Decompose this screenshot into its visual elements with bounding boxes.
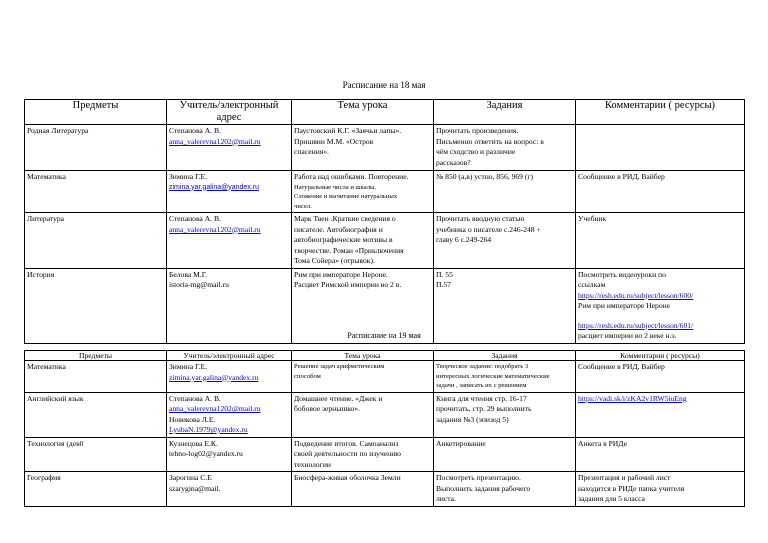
- resource-link[interactable]: https://vadi.sk/i/zKA2v1RW5iuEng: [578, 393, 687, 403]
- cell-subject: География: [25, 472, 167, 507]
- table-header-row: [25, 100, 745, 125]
- cell-subject: Технология (дев0: [25, 437, 167, 472]
- header-task: Задания: [434, 100, 576, 125]
- cell-task: Прочитать произведения. Письменно ответить на вопрос: в чём сходство и различие рассказов?: [434, 125, 576, 171]
- cell-comment: [576, 392, 745, 437]
- cell-topic: Рим при императоре Нероне. Расцвет Римской империи во 2 в.: [292, 268, 434, 343]
- cell-comment: Презентация и рабочий лист находится в РИДе папка учителя задания для 5 класса: [576, 472, 745, 507]
- schedule-title-day1: Расписание на 18 мая: [342, 80, 426, 90]
- cell-task: Творческое задание: подобрать 3 интересных логические математические задачи , записать их с решением: [434, 361, 576, 393]
- cell-comment: Посмотреть видеоуроки по ссылкам https://resh.edu.ru/subject/lesson/600/ Рим при императоре Нероне https://resh.edu.ru/subject/lesson/601/ расцвет империи во 2 веке н.э.: [576, 268, 745, 343]
- table-row: [25, 213, 745, 269]
- cell-topic: Подведение итогов. Самоанализ своей деятельности по изучению технологии: [292, 437, 434, 472]
- cell-topic: Решение задач арифметическим способом: [292, 361, 434, 393]
- cell-subject: Математика: [25, 171, 167, 213]
- cell-task: Прочитать вводную статью учебника о писателе с.246-248 + главу 6 с.249-264: [434, 213, 576, 269]
- cell-task: № 850 (а,в) устно, 856, 969 (г): [434, 171, 576, 213]
- cell-teacher: Степанова А. В. anna_valerevna1202@mail.ru Новикова Л.Е. LyubaN.1979@yandex.ru: [167, 392, 292, 437]
- cell-subject: Английский язык: [25, 392, 167, 437]
- header-teacher: Учитель/электронный адрес: [167, 351, 292, 361]
- header-subject: Предметы: [25, 351, 167, 361]
- cell-subject: Математика: [25, 361, 167, 393]
- cell-comment: Сообщение в РИД, Вайбер: [576, 361, 745, 393]
- cell-subject: История: [25, 268, 167, 343]
- cell-comment: Учебник: [576, 213, 745, 269]
- header-comment: Комментарии ( ресурсы): [576, 351, 745, 361]
- header-topic: Тема урока: [292, 351, 434, 361]
- table-header-row: [25, 351, 745, 361]
- cell-topic: Паустовский К.Г. «Заячьи лапы». Пришвин М.М. «Остров спасения».: [292, 125, 434, 171]
- schedule-title-day2: Расписание на 19 мая: [347, 331, 421, 340]
- cell-topic: Работа над ошибками. Повторение. Натуральные числа и шкалы. Сложение и вычитание натуральных чисел.: [292, 171, 434, 213]
- cell-teacher: Степанова А. В. anna_valerevna1202@mail.ru: [167, 213, 292, 269]
- video-lesson-link[interactable]: https://resh.edu.ru/subject/lesson/601/: [578, 320, 694, 330]
- cell-teacher: Белова М.Г. istoria-mg@mail.ru: [167, 268, 292, 343]
- cell-subject: Литература: [25, 213, 167, 269]
- schedule-table-day2: [24, 350, 745, 507]
- cell-topic: Домашнее чтение. «Джек и бобовое зернышко».: [292, 392, 434, 437]
- header-topic: Тема урока: [292, 100, 434, 125]
- table-row: [25, 437, 745, 472]
- schedule-table-day1: [24, 99, 745, 344]
- cell-topic: Биосфера-живая оболочка Земли: [292, 472, 434, 507]
- table-row: [25, 392, 745, 437]
- teacher-email-link[interactable]: zimina.yar.galina@yandex.ru: [169, 372, 259, 382]
- header-subject: Предметы: [25, 100, 167, 125]
- cell-teacher: Зарогина С.Е szarygina@mail.: [167, 472, 292, 507]
- cell-task: П. 55 П.57: [434, 268, 576, 343]
- cell-comment: Анкета в РИДе: [576, 437, 745, 472]
- cell-task: Анкетирование: [434, 437, 576, 472]
- cell-topic: Марк Твен .Краткие сведения о писателе. Автобиография и автобиографические мотивы в творчестве. Роман «Приключения Тома Сойера» (отрывок).: [292, 213, 434, 269]
- video-lesson-link[interactable]: https://resh.edu.ru/subject/lesson/600/: [578, 290, 694, 300]
- teacher-email-link[interactable]: LyubaN.1979@yandex.ru: [169, 425, 248, 434]
- cell-comment: Сообщение в РИД, Вайбер: [576, 171, 745, 213]
- cell-task: Книга для чтения стр. 16-17 прочитать, стр. 29 выполнить задания №3 (эпизод 5): [434, 392, 576, 437]
- cell-teacher: Зимина Г.Е. zimina.yar.galina@yandex.ru: [167, 361, 292, 393]
- teacher-email-link[interactable]: anna_valerevna1202@mail.ru: [169, 224, 261, 234]
- cell-comment: [576, 125, 745, 171]
- table-row: [25, 472, 745, 507]
- table-row: [25, 361, 745, 393]
- cell-teacher: Кузнецова Е.К. tehno-log02@yandex.ru: [167, 437, 292, 472]
- header-comment: Комментарии ( ресурсы): [576, 100, 745, 125]
- cell-task: Посмотреть презентацию. Выполнить задания рабочего листа.: [434, 472, 576, 507]
- teacher-email-link[interactable]: anna_valerevna1202@mail.ru: [169, 136, 261, 146]
- header-task: Задания: [434, 351, 576, 361]
- teacher-email-link[interactable]: anna_valerevna1202@mail.ru: [169, 404, 261, 413]
- cell-teacher: Зимина Г.Е. zimina.yar.galina@yandex.ru: [167, 171, 292, 213]
- teacher-email-link[interactable]: zimina.yar.galina@yandex.ru: [169, 183, 259, 191]
- table-row: [25, 125, 745, 171]
- header-teacher: Учитель/электронный адрес: [167, 100, 292, 125]
- cell-teacher: Степанова А. В. anna_valerevna1202@mail.ru: [167, 125, 292, 171]
- table-row: [25, 171, 745, 213]
- cell-subject: Родная Литература: [25, 125, 167, 171]
